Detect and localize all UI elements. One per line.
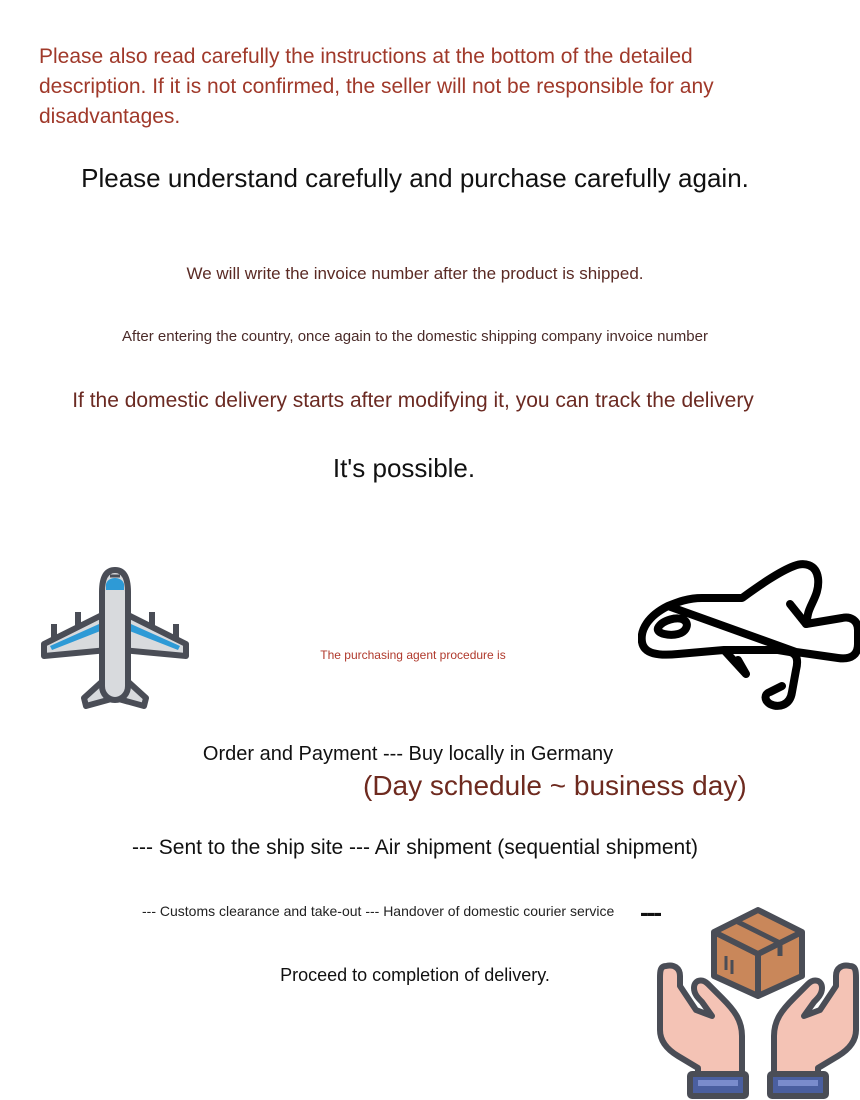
- procedure-step-customs: --- Customs clearance and take-out --- Handover of domestic courier service: [142, 903, 615, 919]
- procedure-step-shipping: --- Sent to the ship site --- Air shipment (sequential shipment): [131, 836, 699, 859]
- notice-text: Please also read carefully the instructions at the bottom of the detailed description. If it is not confirmed, the seller will not be responsible for any disadvantages.: [39, 45, 714, 128]
- procedure-step-order: Order and Payment --- Buy locally in Germany: [202, 743, 614, 765]
- domestic-note: After entering the country, once again to the domestic shipping company invoice number: [122, 328, 708, 345]
- procedure-label: The purchasing agent procedure is: [320, 648, 506, 662]
- procedure-step-completion: Proceed to completion of delivery.: [280, 965, 550, 985]
- invoice-note: We will write the invoice number after the product is shipped.: [186, 264, 644, 283]
- possible-note: It's possible.: [332, 453, 476, 483]
- procedure-dash: ---: [640, 897, 660, 927]
- airplane-icon: [38, 566, 192, 712]
- procedure-step-schedule: (Day schedule ~ business day): [363, 770, 747, 801]
- track-note: If the domestic delivery starts after modifying it, you can track the delivery: [72, 389, 754, 412]
- airplane-outline-icon: [638, 558, 860, 712]
- headline: Please understand carefully and purchase carefully again.: [81, 163, 749, 193]
- package-hands-icon: [656, 906, 860, 1100]
